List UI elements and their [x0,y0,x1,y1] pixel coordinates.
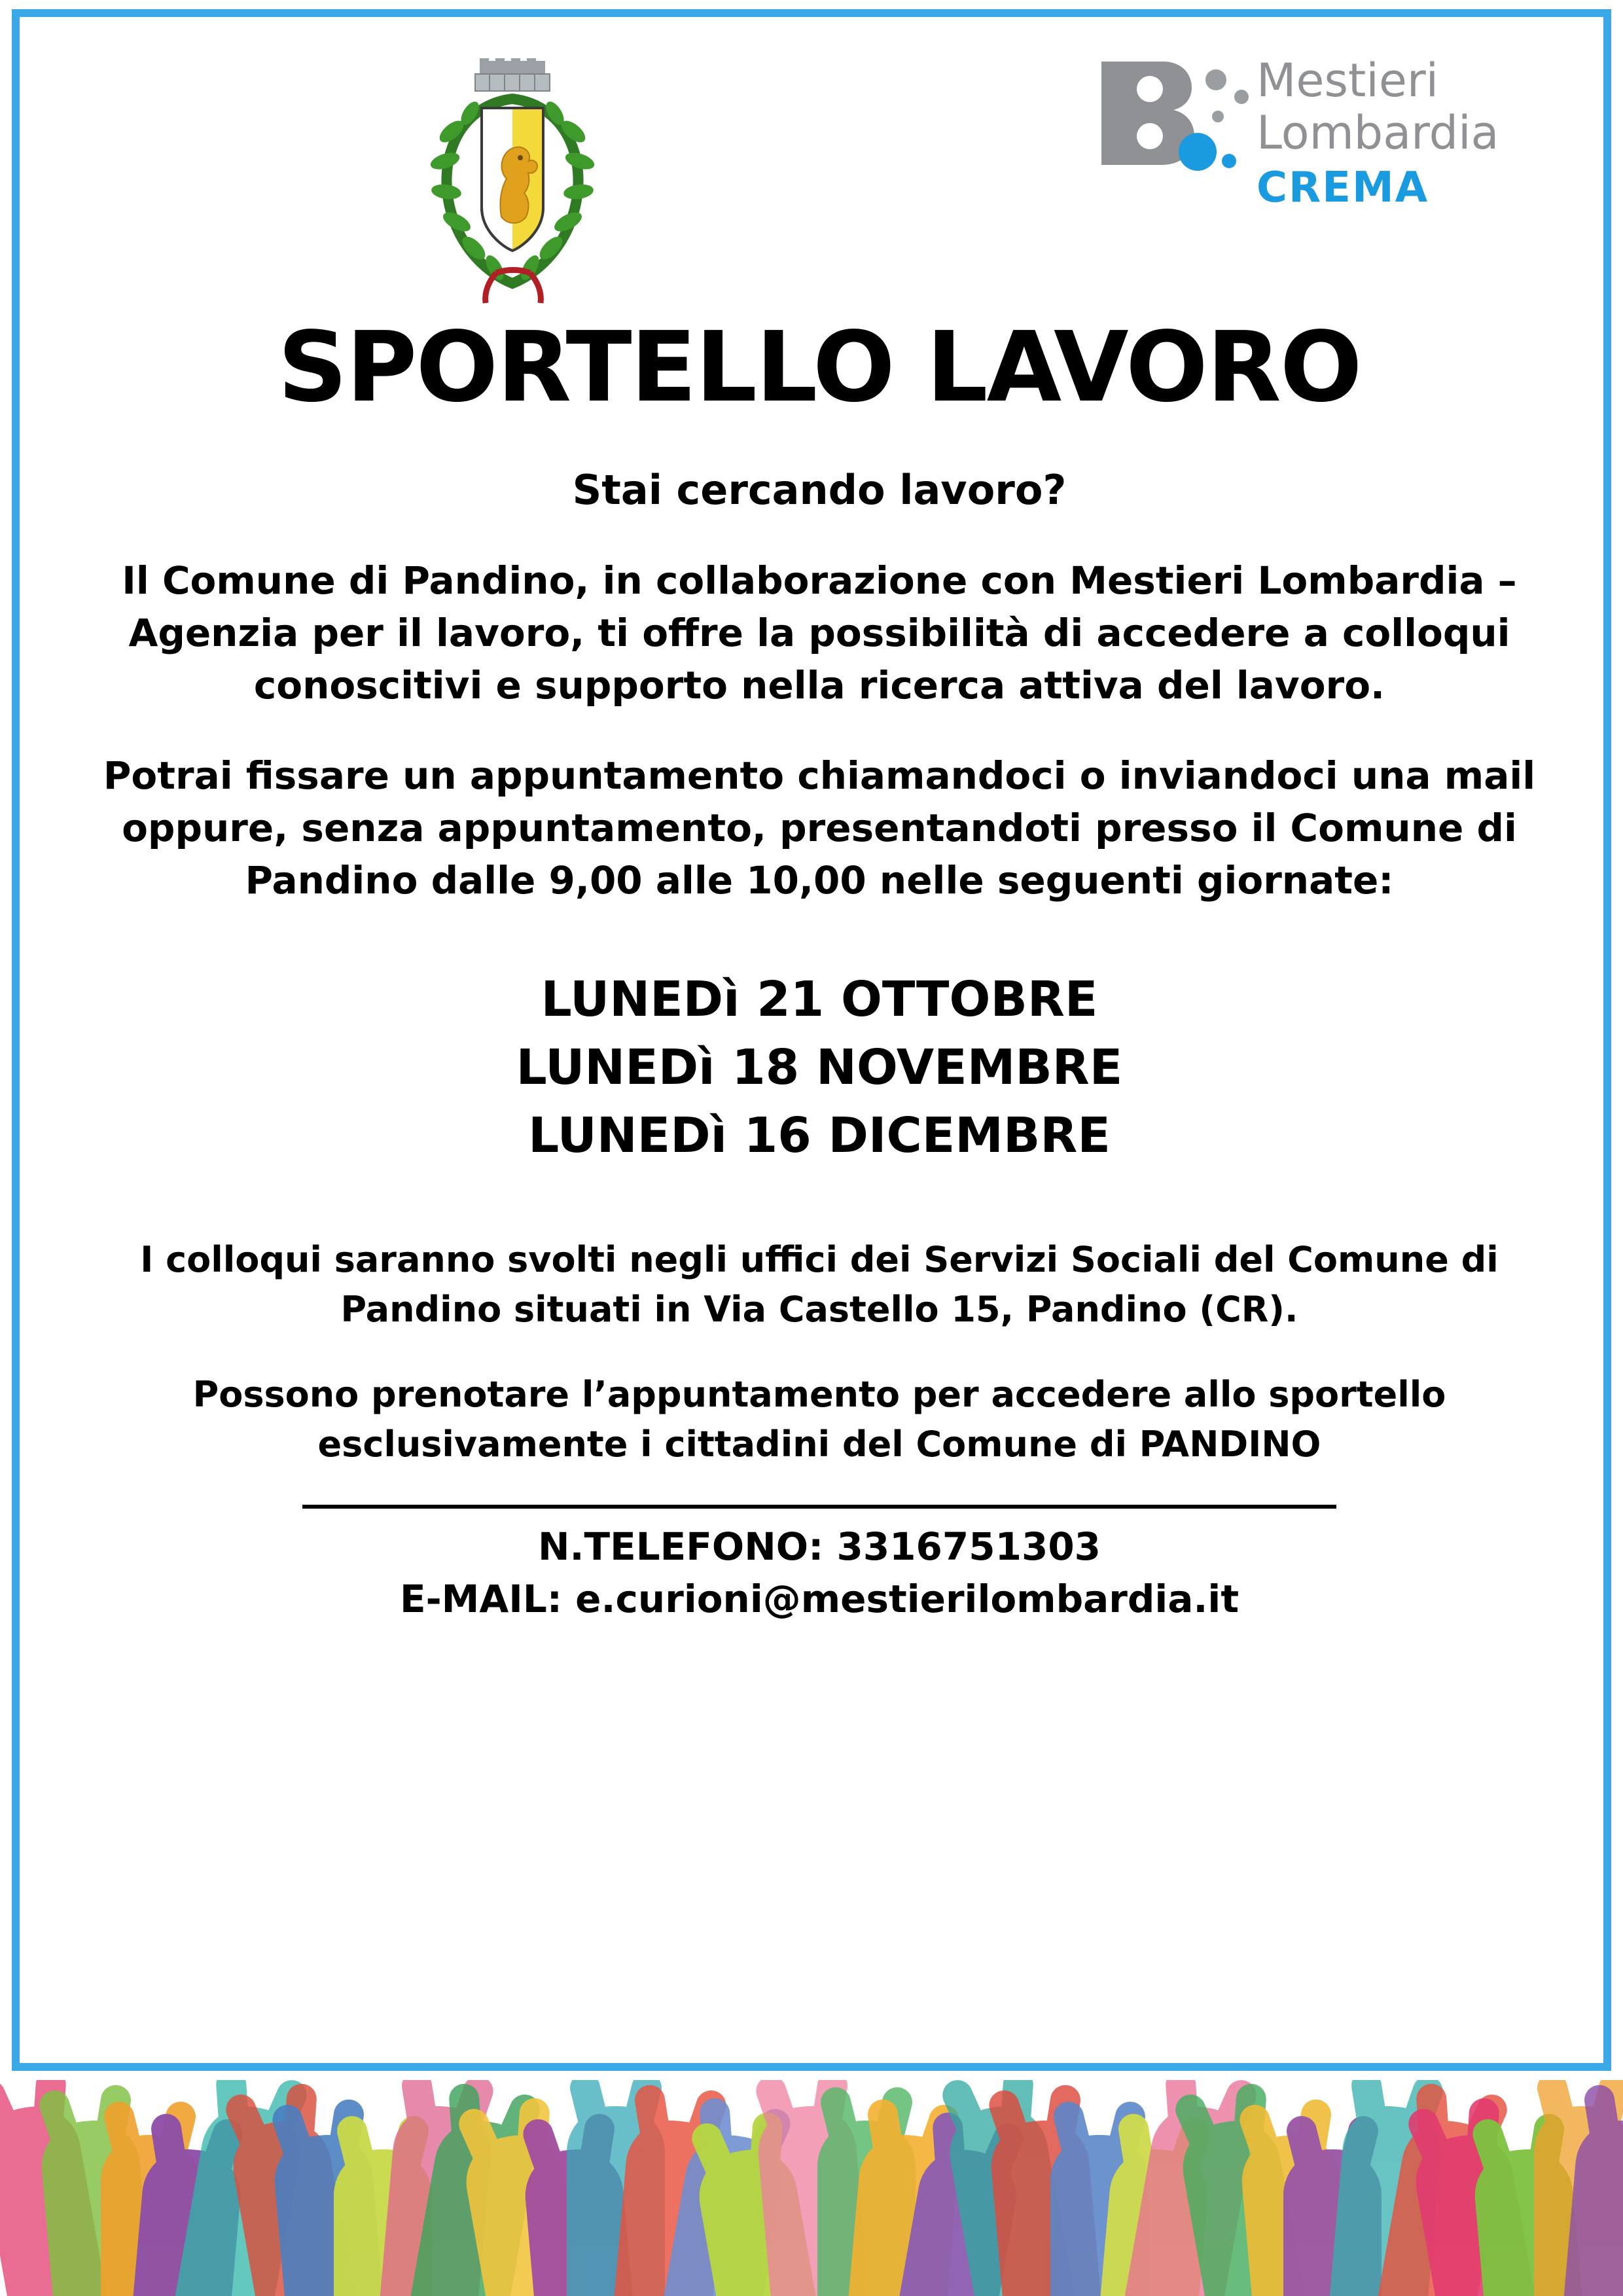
contact-phone: N.TELEFONO: 3316751303 [537,1524,1101,1569]
list-item: LUNEDì 21 OTTOBRE [541,971,1098,1028]
poster-frame [12,9,1611,2071]
contact-email: E-MAIL: e.curioni@mestierilombardia.it [399,1577,1240,1621]
poster-content [59,311,1580,1625]
list-item: LUNEDì 18 NOVEMBRE [516,1039,1123,1096]
paragraph-eligibility: Possono prenotare l’appuntamento per accedere allo sportello esclusivamente i cittadini del Comune di PANDINO [192,1374,1446,1465]
dates-list [59,965,1580,1170]
divider [302,1505,1336,1509]
mestieri-line-crema: CREMA [1257,164,1429,212]
paragraph-intro: Il Comune di Pandino, in collaborazione con Mestieri Lombardia – Agenzia per il lavoro, ti offre la possibilità di accedere a colloqui conoscitivi e supporto nella ricerca attiva del lavoro. [122,558,1517,708]
paragraph-location: I colloqui saranno svolti negli uffici dei Servizi Sociali del Comune di Pandino situati in Via Castello 15, Pandino (CR). [140,1239,1499,1330]
comune-crest-icon [418,53,607,315]
mestieri-mark-icon [1090,56,1253,207]
mestieri-wordmark [1257,54,1538,211]
poster-subtitle: Stai cercando lavoro? [572,466,1067,514]
list-item: LUNEDì 16 DICEMBRE [528,1107,1111,1164]
paragraph-appointment: Potrai fissare un appuntamento chiamandoci o inviandoci una mail oppure, senza appuntamento, presentandoti presso il Comune di Pandino dalle 9,00 alle 10,00 nelle seguenti giornate: [103,753,1536,903]
hands-illustration [0,2080,1623,2296]
page-title: SPORTELLO LAVORO [277,311,1361,423]
mestieri-line-1: Mestieri [1257,54,1439,107]
mestieri-line-2: Lombardia [1257,106,1499,160]
poster-header [20,17,1603,331]
mestieri-lombardia-logo [1090,53,1541,249]
